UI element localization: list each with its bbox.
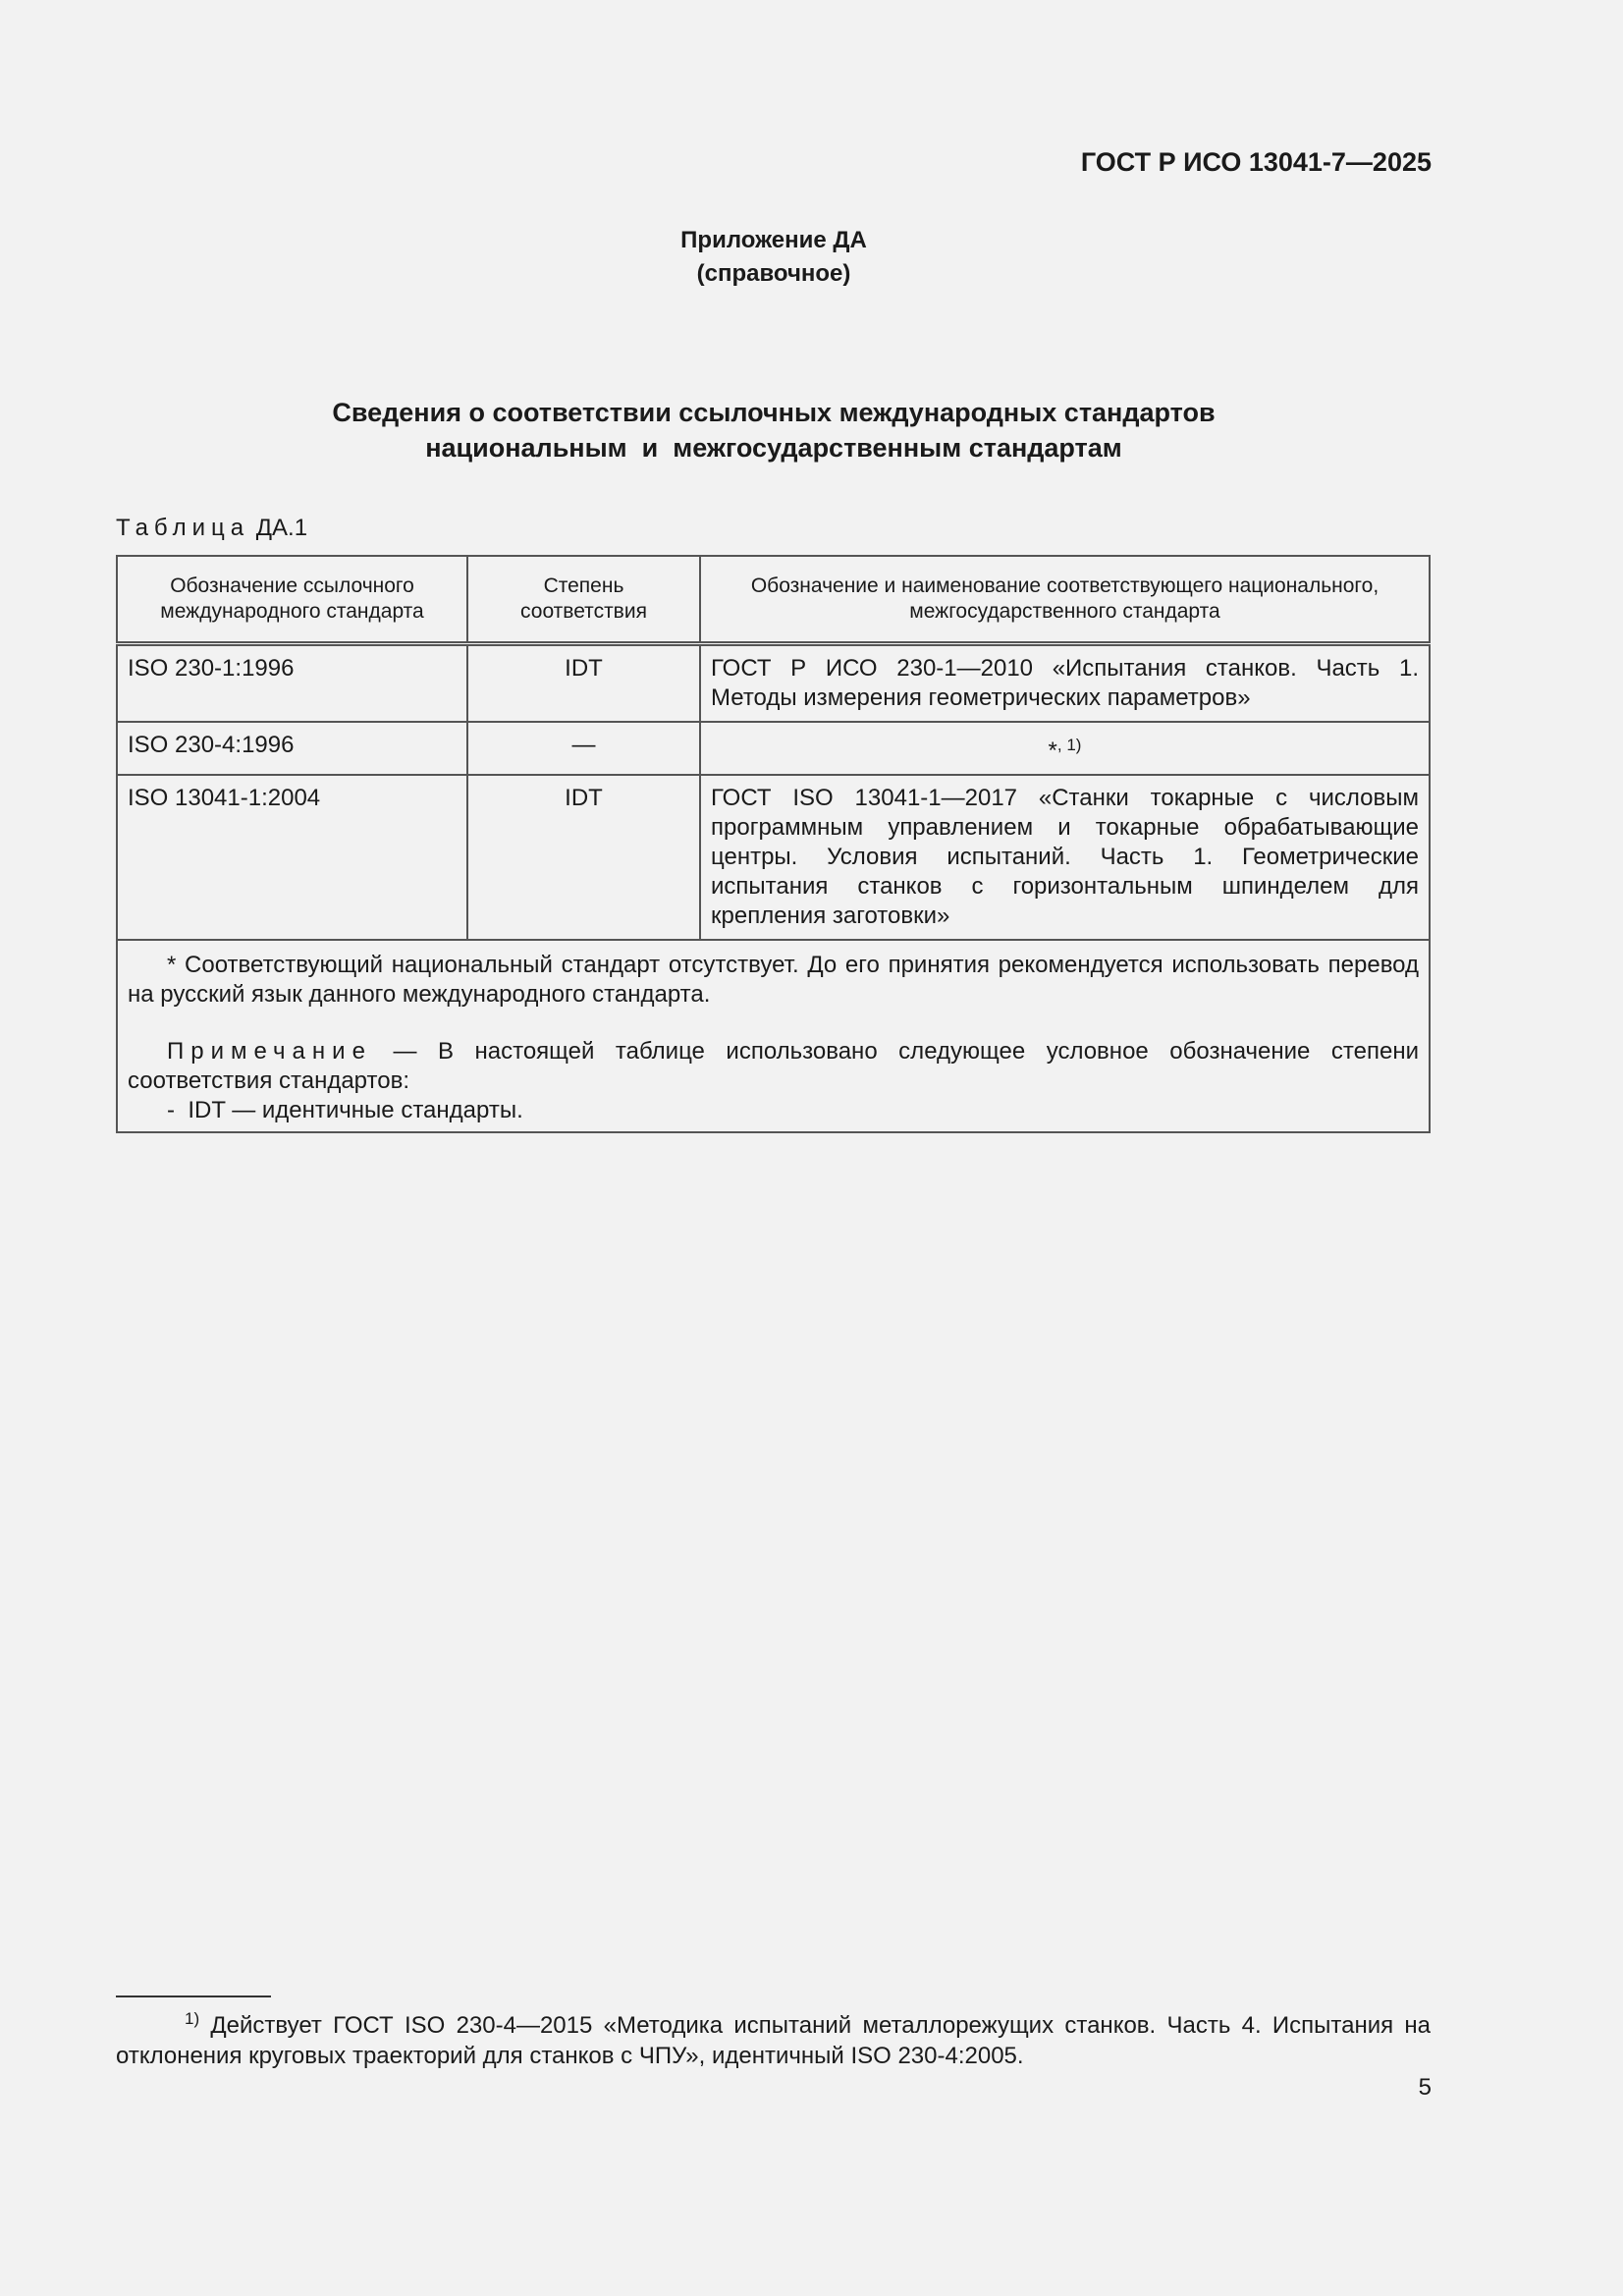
page-number: 5 <box>1418 2074 1432 2101</box>
cell-national-standard: ГОСТ Р ИСО 230-1—2010 «Испытания станков. Часть 1. Методы измерения геометрических параметров» <box>700 644 1430 723</box>
cell-ref-standard: ISO 13041-1:2004 <box>117 775 467 940</box>
table-caption-id: ДА.1 <box>255 515 308 541</box>
appendix-heading <box>0 224 1547 291</box>
cell-ref-standard: ISO 230-1:1996 <box>117 644 467 723</box>
cell-degree: IDT <box>467 775 700 940</box>
document-code: ГОСТ Р ИСО 13041-7—2025 <box>1080 147 1432 177</box>
section-title-line-2: национальным и межгосударственным стандартам <box>425 433 1122 463</box>
footnote-text: Действует ГОСТ ISO 230-4—2015 «Методика испытаний металлорежущих станков. Часть 4. Испытания на отклонения круговых траекторий для станков с ЧПУ», идентичный ISO 230-4:2005. <box>116 2012 1431 2069</box>
appendix-title: Приложение ДА <box>680 227 867 253</box>
star-footnote: * Соответствующий национальный стандарт отсутствует. До его принятия рекомендуется использовать перевод на русский язык данного международного стандарта. <box>128 952 1419 1008</box>
table-note <box>128 1037 1419 1096</box>
header-ref-standard: Обозначение ссылочного международного стандарта <box>117 556 467 644</box>
table-row <box>117 644 1430 723</box>
cell-national-standard <box>700 722 1430 775</box>
table-row <box>117 722 1430 775</box>
star-marker: * <box>1048 738 1057 764</box>
table-notes-row <box>117 940 1430 1132</box>
cell-national-standard: ГОСТ ISO 13041-1—2017 «Станки токарные с числовым программным управлением и токарные обрабатывающие центры. Условия испытаний. Часть 1. Геометрические испытания станков с горизонтальным шпинделем для крепления заготовки» <box>700 775 1430 940</box>
header-national-standard: Обозначение и наименование соответствующего национального, межгосударственного стандарта <box>700 556 1430 644</box>
table-caption-word: Таблица <box>116 515 250 541</box>
note-list-item: - IDT — идентичные стандарты. <box>167 1097 523 1123</box>
section-title-line-1: Сведения о соответствии ссылочных международных стандартов <box>332 398 1216 427</box>
appendix-subtitle: (справочное) <box>696 260 851 287</box>
cell-ref-standard: ISO 230-4:1996 <box>117 722 467 775</box>
section-title <box>0 395 1547 465</box>
table-caption <box>116 515 307 542</box>
note-label: Примечание <box>167 1038 372 1065</box>
cell-degree: IDT <box>467 644 700 723</box>
header-degree: Степень соответствия <box>467 556 700 644</box>
note-text: — В настоящей таблице использовано следующее условное обозначение степени соответствия стандартов: <box>128 1038 1419 1094</box>
table-header-row <box>117 556 1430 644</box>
page-footnote <box>116 2003 1431 2071</box>
cell-degree: — <box>467 722 700 775</box>
table-notes <box>117 940 1430 1132</box>
correspondence-table <box>116 555 1431 1133</box>
footnote-reference: , 1) <box>1056 736 1082 754</box>
footnote-separator <box>116 1995 271 1997</box>
footnote-marker: 1) <box>185 2009 200 2028</box>
table-row <box>117 775 1430 940</box>
